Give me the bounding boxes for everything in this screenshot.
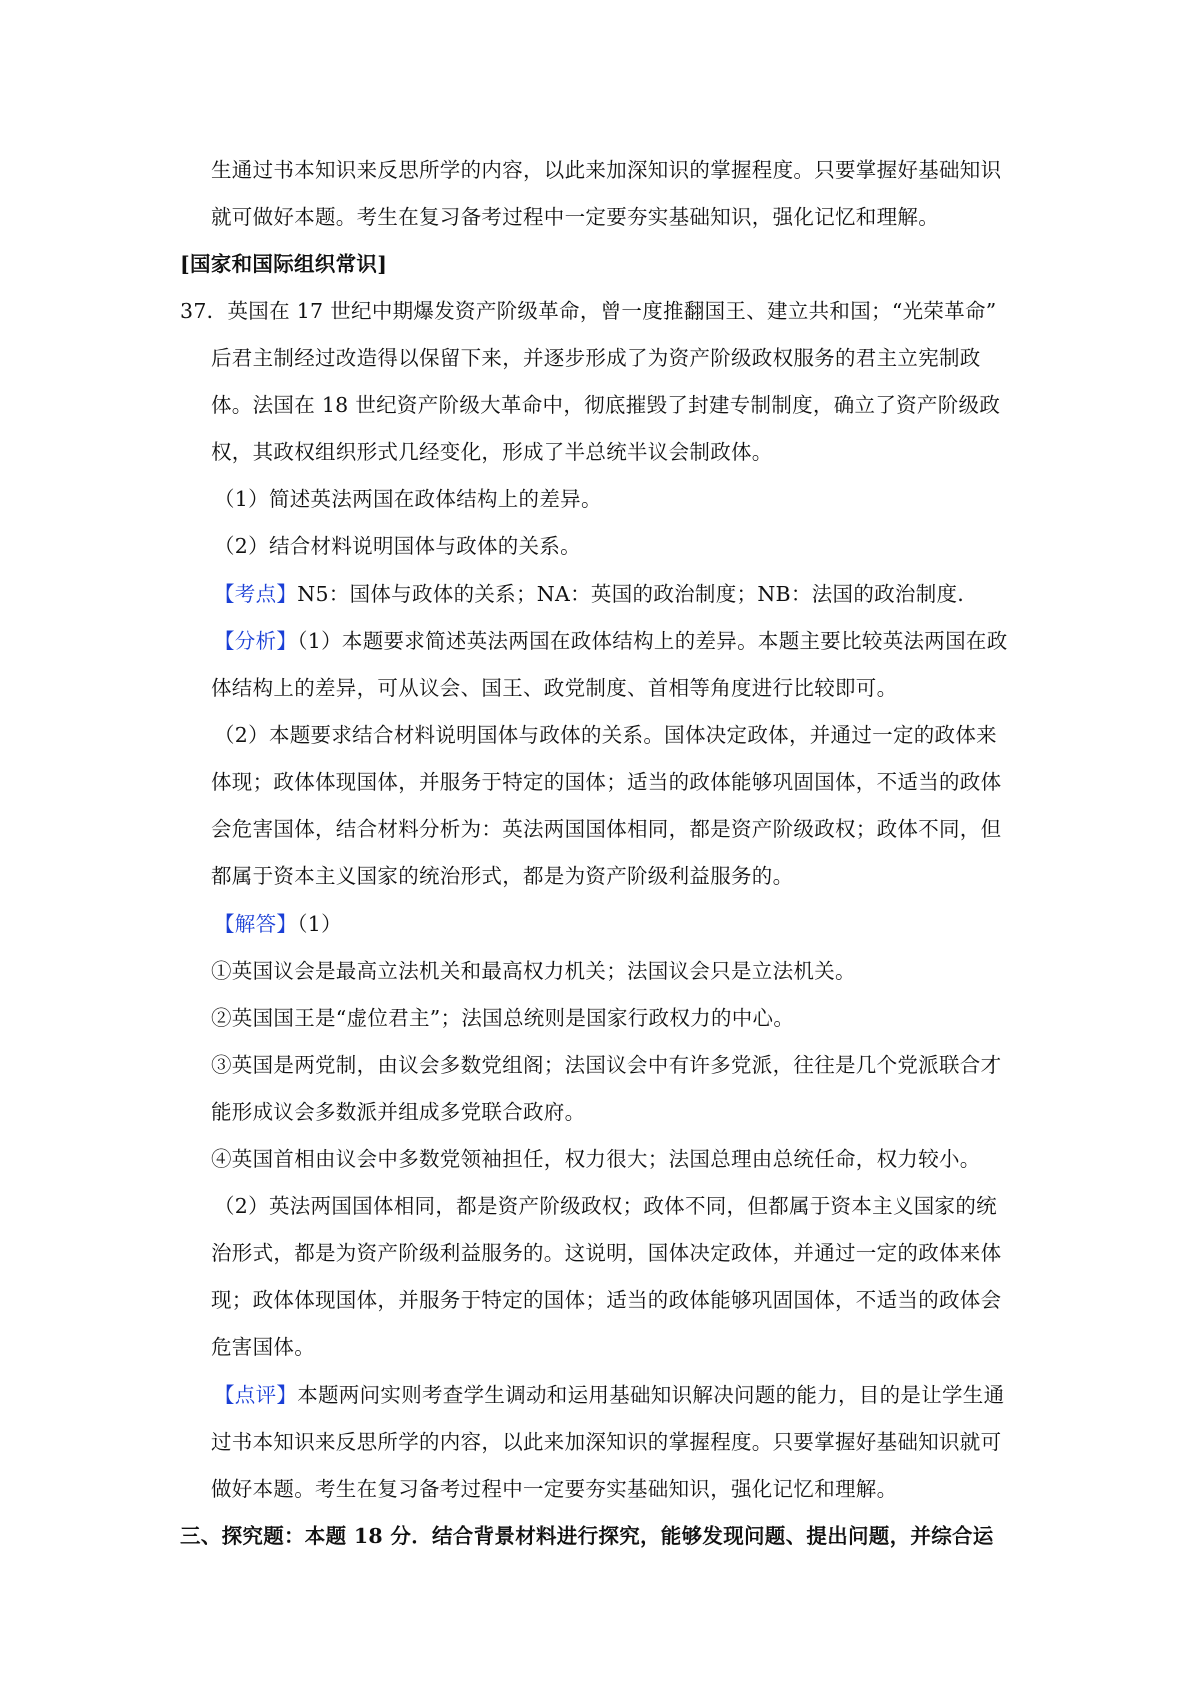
dianping-line-2: 过书本知识来反思所学的内容，以此来加深知识的掌握程度。只要掌握好基础知识就可	[211, 1430, 1002, 1454]
fenxi-line-3: （2）本题要求结合材料说明国体与政体的关系。国体决定政体，并通过一定的政体来	[214, 723, 997, 747]
dianping-text: 本题两问实则考查学生调动和运用基础知识解决问题的能力，目的是让学生通	[297, 1383, 1005, 1407]
fenxi-line-6: 都属于资本主义国家的统治形式，都是为资产阶级利益服务的。	[211, 864, 794, 888]
answer-part2-line-1: （2）英法两国国体相同，都是资产阶级政权；政体不同，但都属于资本主义国家的统	[214, 1194, 997, 1218]
jieda-line	[214, 910, 342, 938]
sub-question-1: （1）简述英法两国在政体结构上的差异。	[214, 487, 602, 511]
jieda-tag: 【解答】	[214, 912, 298, 936]
answer-part2-line-2: 治形式，都是为资产阶级利益服务的。这说明，国体决定政体，并通过一定的政体来体	[211, 1241, 1002, 1265]
part-3-heading: 三、探究题：本题 18 分．结合背景材料进行探究，能够发现问题、提出问题，并综合运	[180, 1524, 994, 1548]
question-37-stem-line-4: 权，其政权组织形式几经变化，形成了半总统半议会制政体。	[211, 440, 773, 464]
sub-question-2: （2）结合材料说明国体与政体的关系。	[214, 534, 581, 558]
question-stem-text: 英国在 17 世纪中期爆发资产阶级革命，曾一度推翻国王、建立共和国；“光荣革命”	[227, 299, 997, 323]
question-37-stem-line-2: 后君主制经过改造得以保留下来，并逐步形成了为资产阶级政权服务的君主立宪制政	[211, 346, 981, 370]
section-heading: [国家和国际组织常识]	[180, 252, 388, 276]
answer-1: ①英国议会是最高立法机关和最高权力机关；法国议会只是立法机关。	[211, 959, 856, 983]
fenxi-text: （1）本题要求简述英法两国在政体结构上的差异。本题主要比较英法两国在政	[297, 629, 1008, 653]
answer-4: ④英国首相由议会中多数党领袖担任，权力很大；法国总理由总统任命，权力较小。	[211, 1147, 981, 1171]
question-37-stem-line-1	[180, 297, 997, 325]
kaodian-tag: 【考点】	[214, 582, 298, 606]
answer-part2-line-4: 危害国体。	[211, 1335, 315, 1359]
fenxi-line-4: 体现；政体体现国体，并服务于特定的国体；适当的政体能够巩固国体，不适当的政体	[211, 770, 1002, 794]
prev-comment-line-1: 生通过书本知识来反思所学的内容，以此来加深知识的掌握程度。只要掌握好基础知识	[211, 158, 1002, 182]
question-37-stem-line-3: 体。法国在 18 世纪资产阶级大革命中，彻底摧毁了封建专制制度，确立了资产阶级政	[211, 393, 1001, 417]
dianping-line-3: 做好本题。考生在复习备考过程中一定要夯实基础知识，强化记忆和理解。	[211, 1477, 898, 1501]
fenxi-tag: 【分析】	[214, 629, 298, 653]
answer-part2-line-3: 现；政体体现国体，并服务于特定的国体；适当的政体能够巩固国体，不适当的政体会	[211, 1288, 1002, 1312]
fenxi-line-1	[214, 627, 1008, 655]
prev-comment-line-2: 就可做好本题。考生在复习备考过程中一定要夯实基础知识，强化记忆和理解。	[211, 205, 939, 229]
answer-3-line-1: ③英国是两党制，由议会多数党组阁；法国议会中有许多党派，往往是几个党派联合才	[211, 1053, 1002, 1077]
question-number: 37．	[180, 299, 228, 323]
kaodian-line	[214, 580, 978, 608]
fenxi-line-2: 体结构上的差异，可从议会、国王、政党制度、首相等角度进行比较即可。	[211, 676, 898, 700]
kaodian-text: N5：国体与政体的关系；NA：英国的政治制度；NB：法国的政治制度．	[297, 582, 979, 606]
fenxi-line-5: 会危害国体，结合材料分析为：英法两国国体相同，都是资产阶级政权；政体不同，但	[211, 817, 1002, 841]
dianping-tag: 【点评】	[214, 1383, 298, 1407]
dianping-line-1	[214, 1381, 1004, 1409]
answer-2: ②英国国王是“虚位君主”；法国总统则是国家行政权力的中心。	[211, 1006, 795, 1030]
answer-3-line-2: 能形成议会多数派并组成多党联合政府。	[211, 1100, 586, 1124]
jieda-head: （1）	[297, 912, 342, 936]
